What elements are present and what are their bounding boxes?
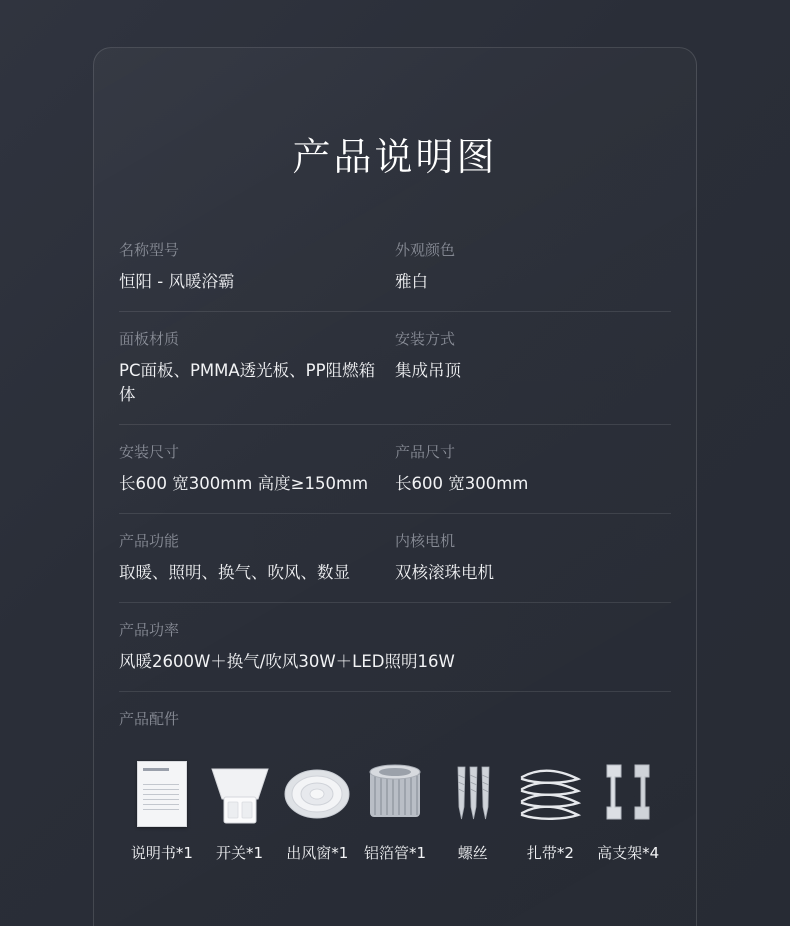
page-title: 产品说明图 [292,135,498,179]
spec-value: 雅白 [395,272,428,291]
spec-label: 安装尺寸 [119,443,180,461]
screws-icon [434,756,512,832]
spec-row [119,514,671,603]
spec-cell-installation-size [119,441,395,496]
accessory-name: 说明书*1 [130,844,193,862]
accessory-item [201,756,279,864]
spec-cell-functions [119,530,395,585]
spec-table [119,233,671,864]
spec-label: 名称型号 [119,241,180,259]
accessories-label: 产品配件 [119,710,180,728]
spec-value: 风暖2600W＋换气/吹风30W＋LED照明16W [119,652,455,671]
accessory-item [278,756,356,864]
air-outlet-icon [278,756,356,832]
accessory-name: 开关*1 [216,844,264,862]
spec-value: 长600 宽300mm 高度≥150mm [119,474,369,493]
spec-label: 内核电机 [395,532,456,550]
spec-row [119,603,671,692]
accessory-name: 铝箔管*1 [363,844,427,862]
accessory-item [434,756,512,864]
spec-value: 取暖、照明、换气、吹风、数显 [119,563,350,582]
spec-cell-motor [395,530,671,585]
aluminum-duct-icon [356,756,434,832]
spec-value: 恒阳 - 风暖浴霸 [119,272,235,291]
accessories-list [119,756,671,864]
cable-ties-icon [512,756,590,832]
accessory-item [123,756,201,864]
spec-cell-color [395,239,671,294]
spec-row [119,233,671,312]
spec-row [119,425,671,514]
accessory-item [589,756,667,864]
spec-value: 长600 宽300mm [395,474,529,493]
spec-cell-power [119,619,671,674]
accessory-name: 高支架*4 [597,844,660,862]
spec-label: 安装方式 [395,330,456,348]
spec-card [93,47,697,926]
accessory-name: 出风窗*1 [286,844,349,862]
spec-cell-product-size [395,441,671,496]
accessory-item [512,756,590,864]
accessories-section [119,692,671,864]
bracket-icon [589,756,667,832]
spec-cell-material [119,328,395,407]
switch-panel-icon [201,756,279,832]
spec-value: 集成吊顶 [395,361,461,380]
spec-cell-model [119,239,395,294]
spec-label: 面板材质 [119,330,180,348]
accessory-name: 扎带*2 [526,844,574,862]
spec-value: PC面板、PMMA透光板、PP阻燃箱体 [119,361,376,404]
spec-label: 外观颜色 [395,241,456,259]
spec-row [119,312,671,425]
accessory-item [356,756,434,864]
spec-label: 产品功率 [119,621,180,639]
accessory-name: 螺丝 [457,844,488,862]
spec-label: 产品功能 [119,532,180,550]
spec-label: 产品尺寸 [395,443,456,461]
spec-cell-installation-method [395,328,671,407]
manual-icon [123,756,201,832]
spec-value: 双核滚珠电机 [395,563,494,582]
